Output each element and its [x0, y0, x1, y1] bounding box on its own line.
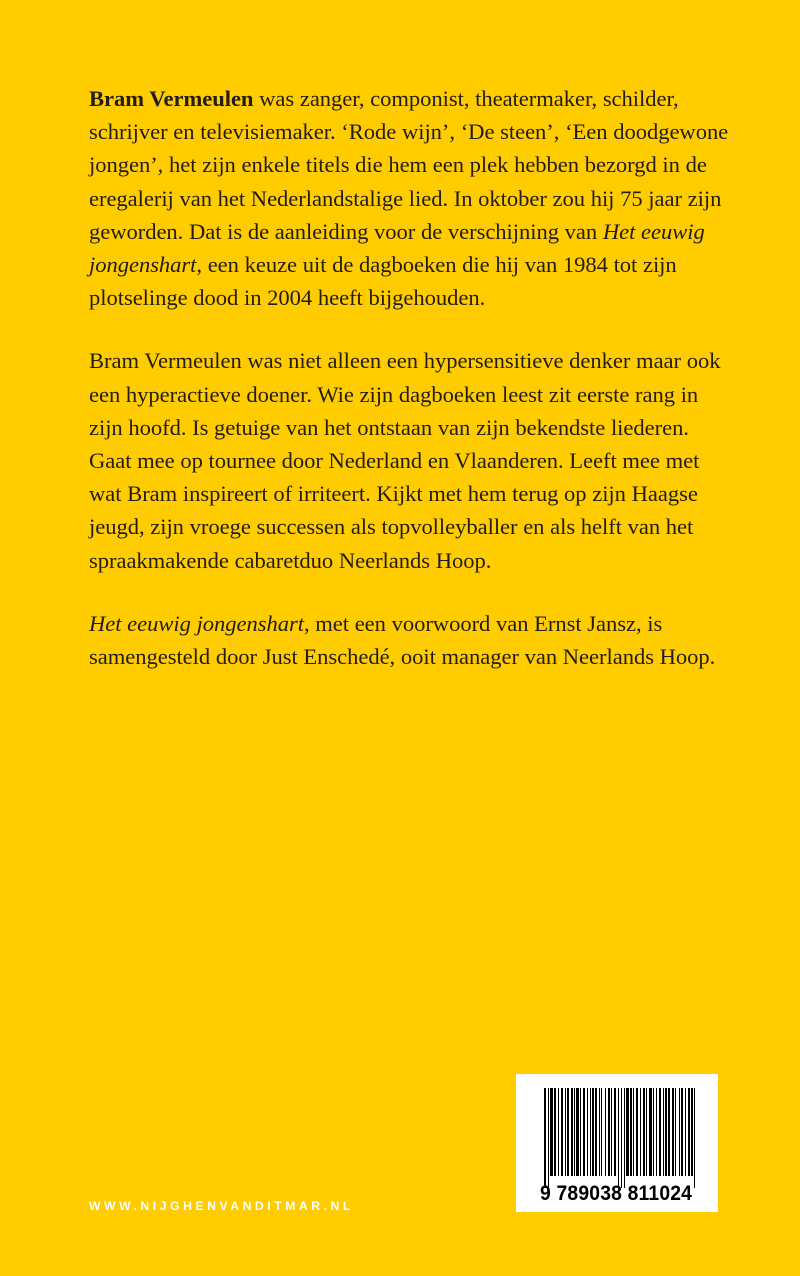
barcode-bar [663, 1088, 664, 1176]
barcode-bar [608, 1088, 610, 1176]
publisher-website-url[interactable]: WWW.NIJGHENVANDITMAR.NL [89, 1199, 354, 1213]
barcode-bar [621, 1088, 622, 1188]
barcode-number: 9 789038 811024 [540, 1182, 693, 1205]
barcode-bar [605, 1088, 606, 1176]
barcode-bar [590, 1088, 591, 1176]
barcode-bar [592, 1088, 594, 1176]
blurb-text-run: was zanger, componist, theatermaker, schilder, schrijver en televisiemaker. ‘Rode wijn’, ‘De steen’, ‘Een doodgewone jongen’, het zijn enkele titels die hem een plek hebben bezorgd in de eregalerij van het Nederlandstalige lied. In oktober zou hij 75 jaar zijn geworden. Dat is de aanleiding voor de verschijning van [89, 86, 729, 244]
barcode-bar [688, 1088, 690, 1176]
barcode-bar [565, 1088, 566, 1176]
barcode-bar [653, 1088, 654, 1176]
barcode-bar [574, 1088, 575, 1176]
barcode-bar [580, 1088, 581, 1176]
blurb-bold-run: Bram Vermeulen [89, 86, 254, 111]
barcode-bar [646, 1088, 647, 1176]
paragraph-1 [89, 82, 734, 314]
barcode-bar [601, 1088, 602, 1176]
barcode-bar [656, 1088, 657, 1176]
barcode-bar [672, 1088, 674, 1176]
blurb-text-block [89, 82, 734, 673]
blurb-text-run: , een keuze uit de dagboeken die hij van 1984 tot zijn plotselinge dood in 2004 heeft bijgehouden. [89, 252, 677, 311]
barcode-bar [567, 1088, 569, 1176]
barcode-bar [694, 1088, 695, 1188]
barcode-bar [554, 1088, 556, 1176]
barcode-bar [640, 1088, 641, 1176]
barcode-bar [681, 1088, 683, 1176]
barcode-bar [626, 1088, 629, 1176]
paragraph-2 [89, 344, 734, 576]
barcode-bar [561, 1088, 563, 1176]
barcode-bar [576, 1088, 579, 1176]
paragraph-3 [89, 607, 734, 673]
barcode-bar [675, 1088, 676, 1176]
barcode-bar [595, 1088, 597, 1176]
barcode-bar [691, 1088, 693, 1176]
blurb-text-run: Bram Vermeulen was niet alleen een hypersensitieve denker maar ook een hyperactieve doener. Wie zijn dagboeken leest zit eerste rang in zijn hoofd. Is getuige van het ontstaan van zijn bekendste liederen. Gaat mee op tournee door Nederland en Vlaanderen. Leeft mee met wat Bram inspireert of irriteert. Kijkt met hem terug op zijn Haagse jeugd, zijn vroege successen als topvolleyballer en als helft van het spraakmakende cabaretduo Neerlands Hoop. [89, 348, 721, 573]
barcode-bar [665, 1088, 667, 1176]
barcode-bar [679, 1088, 680, 1176]
barcode [516, 1074, 718, 1212]
barcode-bar [618, 1088, 619, 1188]
barcode-bar [583, 1088, 585, 1176]
barcode-bar [624, 1088, 625, 1188]
barcode-bar [649, 1088, 652, 1176]
barcode-bar [630, 1088, 632, 1176]
barcode-bar [544, 1088, 546, 1188]
barcode-bar [614, 1088, 616, 1176]
barcode-bar [558, 1088, 559, 1176]
blurb-italic-run: Het eeuwig jongenshart [89, 218, 705, 278]
barcode-bar [633, 1088, 634, 1176]
barcode-bar [636, 1088, 638, 1176]
barcode-bar [599, 1088, 600, 1176]
barcode-bar [659, 1088, 661, 1176]
barcode-bar [587, 1088, 588, 1176]
barcode-bar [685, 1088, 686, 1176]
barcode-bar [643, 1088, 645, 1176]
barcode-bar [611, 1088, 612, 1176]
blurb-text-run: , met een voorwoord van Ernst Jansz, is samengesteld door Just Enschedé, ooit manager van Neerlands Hoop. [89, 610, 716, 670]
barcode-bars [544, 1088, 694, 1184]
barcode-bar [571, 1088, 573, 1176]
barcode-bar [550, 1088, 553, 1176]
blurb-italic-run: Het eeuwig jongenshart [89, 610, 304, 636]
barcode-bar [548, 1088, 549, 1188]
barcode-bar [668, 1088, 670, 1176]
